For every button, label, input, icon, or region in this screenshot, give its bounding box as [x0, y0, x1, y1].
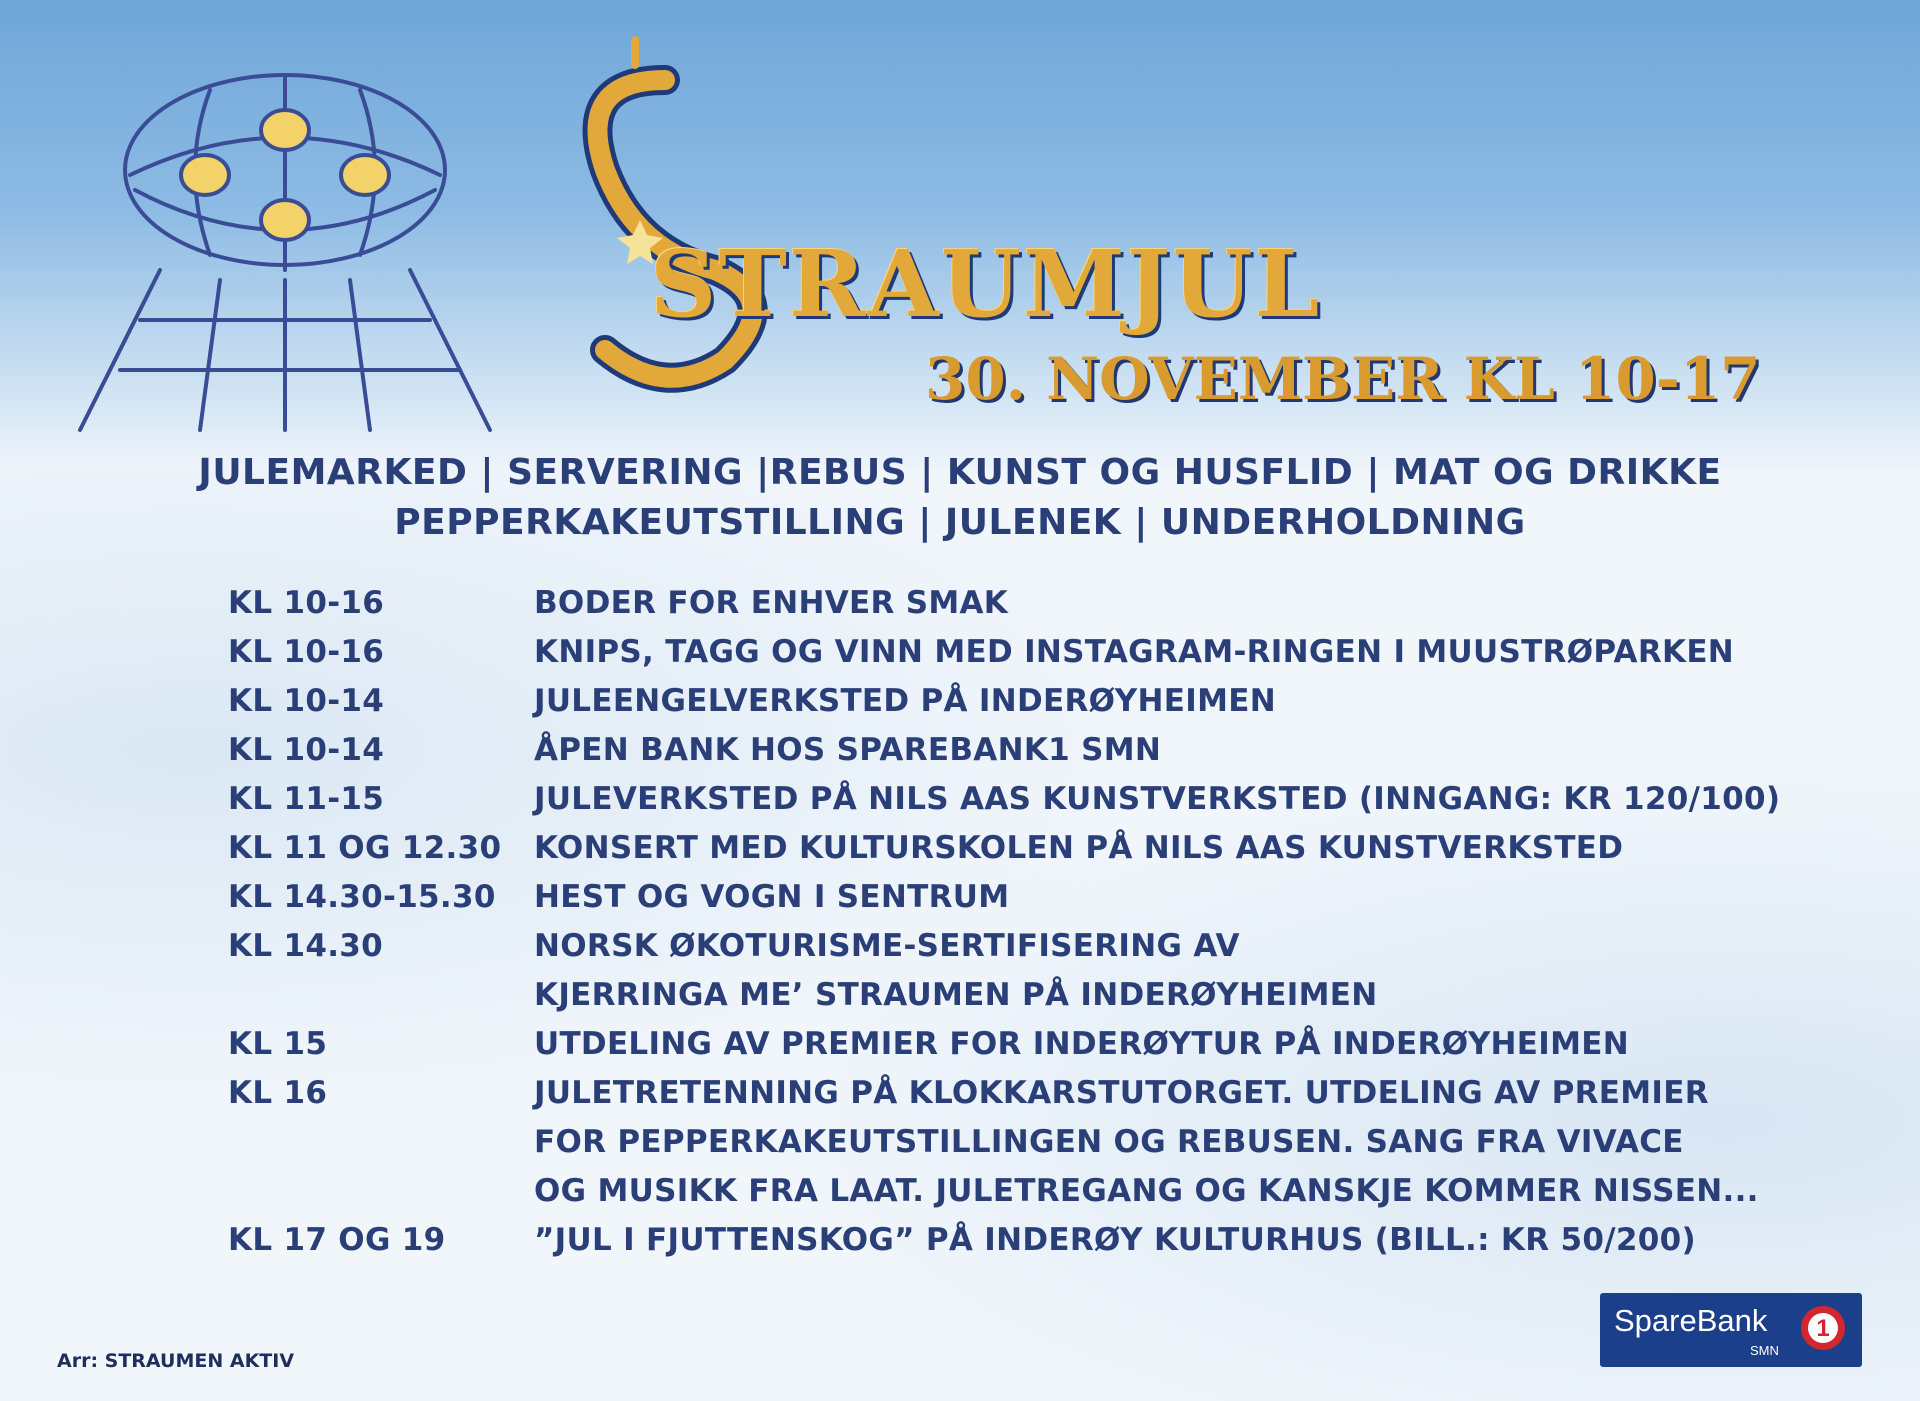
schedule-row: [228, 823, 1780, 872]
schedule-time: KL 11 OG 12.30: [228, 829, 502, 866]
schedule-description: JULEVERKSTED PÅ NILS AAS KUNSTVERKSTED (INNGANG: KR 120/100): [534, 780, 1781, 817]
schedule-description: NORSK ØKOTURISME-SERTIFISERING AV: [534, 927, 1240, 964]
organizer-credit: Arr: STRAUMEN AKTIV: [57, 1350, 295, 1372]
schedule-time: KL 15: [228, 1025, 328, 1062]
tower-illustration: [60, 40, 540, 440]
schedule-time: KL 10-14: [228, 682, 385, 719]
schedule-time: KL 14.30-15.30: [228, 878, 496, 915]
schedule-row: [228, 1117, 1780, 1166]
schedule-description: HEST OG VOGN I SENTRUM: [534, 878, 1010, 915]
sponsor-name: SpareBank: [1614, 1303, 1768, 1338]
event-title: STRAUMJUL: [650, 230, 1322, 338]
schedule-description: UTDELING AV PREMIER FOR INDERØYTUR PÅ INDERØYHEIMEN: [534, 1025, 1629, 1062]
sponsor-number: 1: [1816, 1315, 1830, 1342]
schedule-row: [228, 676, 1780, 725]
schedule-time: KL 16: [228, 1074, 328, 1111]
category-line: JULEMARKED | SERVERING |REBUS | KUNST OG HUSFLID | MAT OG DRIKKE: [198, 452, 1722, 493]
schedule-row: [228, 1068, 1780, 1117]
schedule-time: KL 11-15: [228, 780, 385, 817]
schedule-time: KL 10-14: [228, 731, 385, 768]
schedule-row: [228, 578, 1780, 627]
schedule-description: KONSERT MED KULTURSKOLEN PÅ NILS AAS KUNSTVERKSTED: [534, 829, 1624, 866]
schedule-description: ÅPEN BANK HOS SPAREBANK1 SMN: [534, 731, 1162, 768]
schedule-time: KL 10-16: [228, 633, 385, 670]
schedule-row: [228, 1166, 1780, 1215]
schedule-row: [228, 774, 1780, 823]
schedule-description: KJERRINGA ME’ STRAUMEN PÅ INDERØYHEIMEN: [534, 976, 1378, 1013]
schedule-description: KNIPS, TAGG OG VINN MED INSTAGRAM-RINGEN I MUUSTRØPARKEN: [534, 633, 1735, 670]
schedule: [228, 578, 1780, 1264]
schedule-description: BODER FOR ENHVER SMAK: [534, 584, 1009, 621]
sparebank-logo: [1600, 1293, 1862, 1367]
schedule-time: KL 14.30: [228, 927, 384, 964]
category-list: [0, 448, 1920, 548]
schedule-row: [228, 921, 1780, 970]
schedule-row: [228, 1019, 1780, 1068]
schedule-time: KL 17 OG 19: [228, 1221, 446, 1258]
event-date: 30. NOVEMBER KL 10-17: [925, 345, 1761, 413]
schedule-row: [228, 872, 1780, 921]
schedule-description: FOR PEPPERKAKEUTSTILLINGEN OG REBUSEN. SANG FRA VIVACE: [534, 1123, 1684, 1160]
schedule-row: [228, 1215, 1780, 1264]
schedule-row: [228, 627, 1780, 676]
schedule-row: [228, 970, 1780, 1019]
schedule-row: [228, 725, 1780, 774]
schedule-description: ”JUL I FJUTTENSKOG” PÅ INDERØY KULTURHUS (BILL.: KR 50/200): [534, 1221, 1696, 1258]
category-line: PEPPERKAKEUTSTILLING | JULENEK | UNDERHOLDNING: [394, 502, 1526, 543]
sparebank-ring-icon: [1798, 1303, 1848, 1353]
schedule-description: JULETRETENNING PÅ KLOKKARSTUTORGET. UTDELING AV PREMIER: [534, 1074, 1709, 1111]
schedule-description: OG MUSIKK FRA LAAT. JULETREGANG OG KANSKJE KOMMER NISSEN...: [534, 1172, 1759, 1209]
sponsor-sub: SMN: [1750, 1343, 1779, 1358]
schedule-description: JULEENGELVERKSTED PÅ INDERØYHEIMEN: [534, 682, 1276, 719]
schedule-time: KL 10-16: [228, 584, 385, 621]
